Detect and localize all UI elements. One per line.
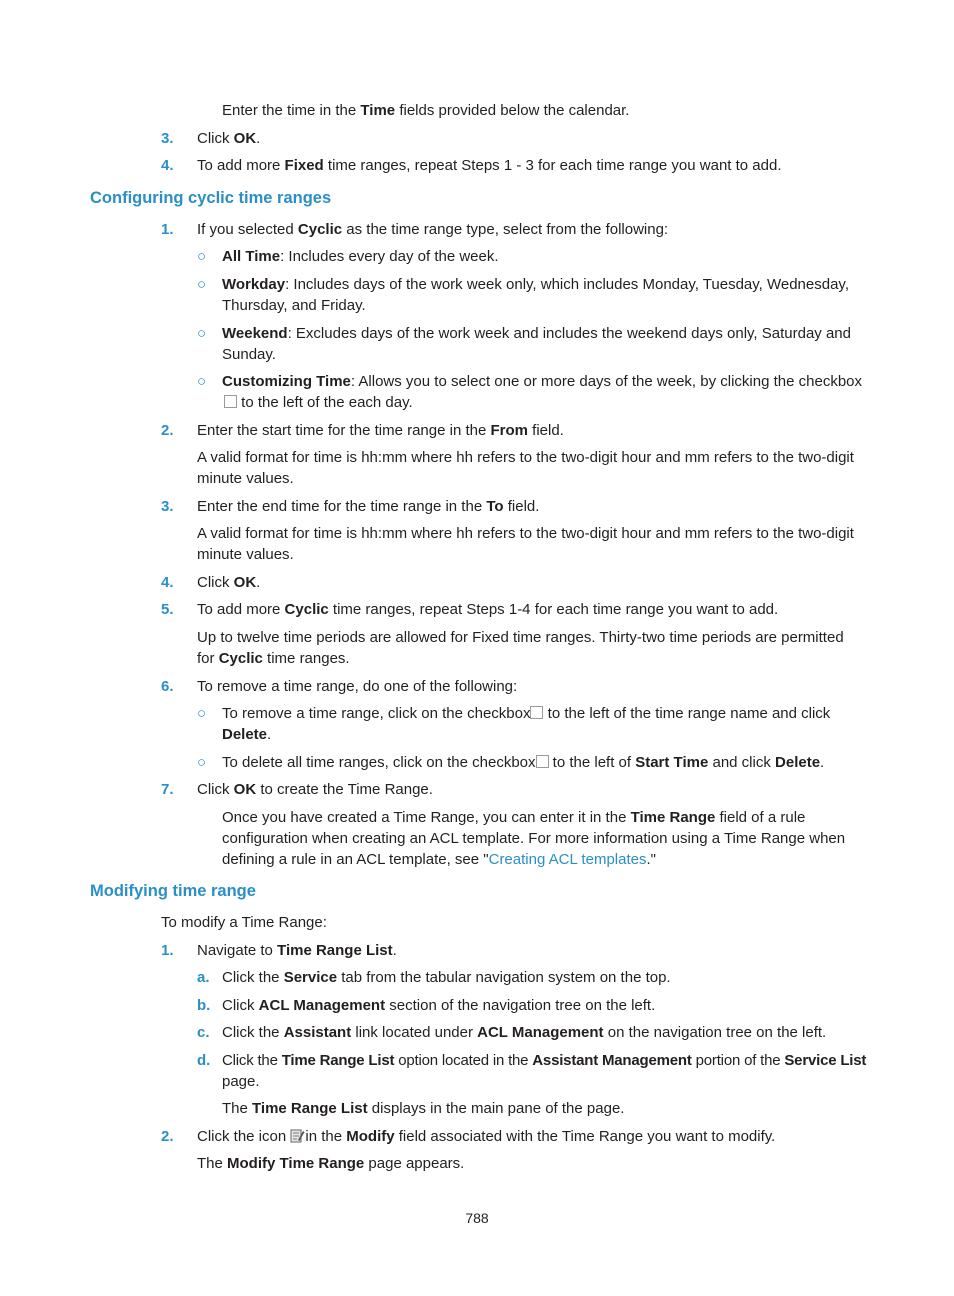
text-line: The Time Range List displays in the main pane of the page.	[222, 1100, 625, 1117]
text-line: Enter the start time for the time range in the From field.	[197, 422, 564, 439]
text-line: Click the Time Range List option located in the Assistant Management portion of the Service List	[222, 1052, 867, 1069]
text-line: Click ACL Management section of the navigation tree on the left.	[222, 997, 656, 1014]
substep-letter: d.	[197, 1052, 211, 1069]
text-line: for Cyclic time ranges.	[197, 650, 350, 667]
text-line: Enter the end time for the time range in the To field.	[197, 498, 540, 515]
text-line: Delete.	[222, 726, 272, 743]
bullet: ○	[197, 248, 207, 265]
bullet: ○	[197, 373, 207, 390]
text-line: Once you have created a Time Range, you can enter it in the Time Range field of a rule	[222, 809, 806, 826]
modify-icon	[290, 1128, 305, 1143]
bullet: ○	[197, 705, 207, 722]
text-line: configuration when creating an ACL template. For more information using a Time Range when	[222, 830, 846, 847]
creating-acl-templates-link[interactable]: Creating ACL templates	[488, 851, 647, 868]
step-number: 4.	[161, 574, 174, 591]
text-line: To modify a Time Range:	[161, 914, 327, 931]
text-line: To delete all time ranges, click on the checkbox to the left of Start Time and click Delete.	[222, 754, 825, 771]
step-number: 6.	[161, 678, 174, 695]
text-line: To remove a time range, do one of the following:	[197, 678, 518, 695]
page-number: 788	[465, 1210, 489, 1226]
step-number: 4.	[161, 157, 174, 174]
text-line: to the left of the each day.	[224, 392, 413, 413]
text-line: If you selected Cyclic as the time range type, select from the following:	[197, 221, 669, 238]
text-line: Click OK to create the Time Range.	[197, 781, 433, 798]
text-line: Sunday.	[222, 346, 276, 363]
text-line: Click OK.	[197, 574, 261, 591]
text-line: Click the icon in the Modify field associated with the Time Range you want to modify.	[197, 1128, 776, 1145]
text-line: To add more Cyclic time ranges, repeat Steps 1-4 for each time range you want to add.	[197, 601, 779, 618]
text-line: Click OK.	[197, 130, 261, 147]
text-line: minute values.	[197, 470, 294, 487]
substep-letter: c.	[197, 1024, 210, 1041]
step-number: 3.	[161, 130, 174, 147]
step-number: 3.	[161, 498, 174, 515]
bullet: ○	[197, 754, 207, 771]
text-line: All Time: Includes every day of the week.	[222, 248, 499, 265]
text-line: Click the Service tab from the tabular navigation system on the top.	[222, 969, 671, 986]
step-number: 2.	[161, 1128, 174, 1145]
text-line: Up to twelve time periods are allowed for Fixed time ranges. Thirty-two time periods are permitted	[197, 629, 844, 646]
substep-letter: b.	[197, 997, 211, 1014]
text-line: Click the Assistant link located under ACL Management on the navigation tree on the left.	[222, 1024, 827, 1041]
text-line: To add more Fixed time ranges, repeat Steps 1 - 3 for each time range you want to add.	[197, 157, 782, 174]
step-number: 5.	[161, 601, 174, 618]
text-line: minute values.	[197, 546, 294, 563]
substep-letter: a.	[197, 969, 210, 986]
section-heading: Configuring cyclic time ranges	[90, 189, 332, 207]
text-line: defining a rule in an ACL template, see "Creating ACL templates."	[222, 851, 656, 868]
checkbox-icon	[530, 706, 543, 719]
step-number: 7.	[161, 781, 174, 798]
text-line: A valid format for time is hh:mm where hh refers to the two-digit hour and mm refers to the two-digit	[197, 449, 854, 466]
text-line: Thursday, and Friday.	[222, 297, 366, 314]
text-line: Customizing Time: Allows you to select one or more days of the week, by clicking the checkbox	[222, 373, 862, 390]
step-number: 1.	[161, 942, 174, 959]
bullet: ○	[197, 325, 207, 342]
bullet: ○	[197, 276, 207, 293]
text-line: Workday: Includes days of the work week only, which includes Monday, Tuesday, Wednesday,	[222, 276, 849, 293]
text-line: Navigate to Time Range List.	[197, 942, 397, 959]
checkbox-icon	[224, 395, 237, 408]
section-heading: Modifying time range	[90, 882, 256, 900]
text-line: page.	[222, 1073, 260, 1090]
text-line: The Modify Time Range page appears.	[197, 1155, 465, 1172]
step-number: 1.	[161, 221, 174, 238]
text-line: Enter the time in the Time fields provided below the calendar.	[222, 102, 630, 119]
text-line: Weekend: Excludes days of the work week and includes the weekend days only, Saturday and	[222, 325, 851, 342]
text-line: A valid format for time is hh:mm where hh refers to the two-digit hour and mm refers to the two-digit	[197, 525, 854, 542]
step-number: 2.	[161, 422, 174, 439]
text-line: To remove a time range, click on the checkbox to the left of the time range name and click	[222, 705, 831, 722]
checkbox-icon	[536, 755, 549, 768]
